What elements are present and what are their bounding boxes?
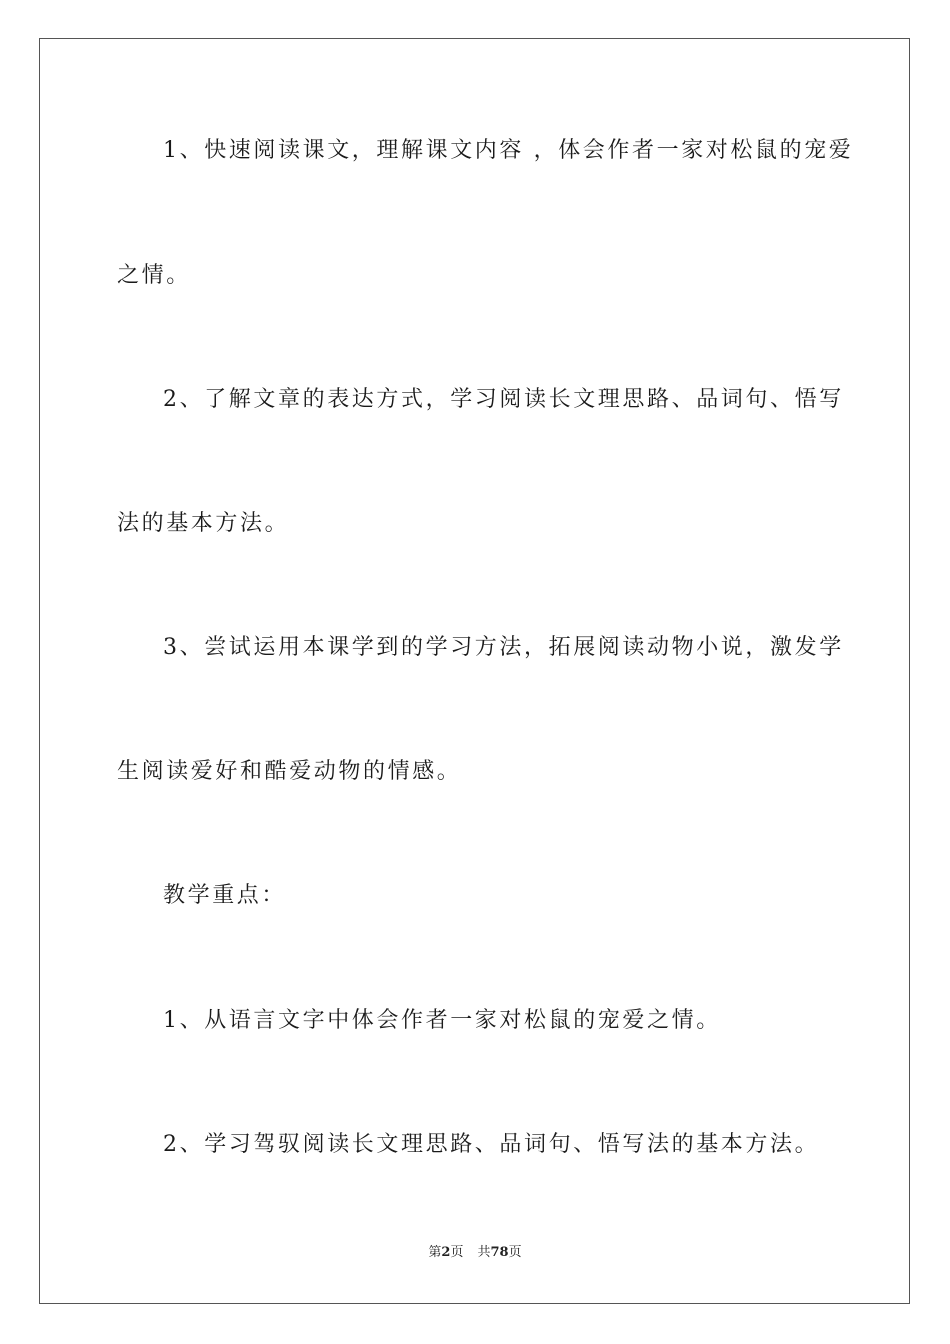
objective-1-line-1: 1、快速阅读课文，理解课文内容 ，体会作者一家对松鼠的宠爱 (163, 138, 854, 163)
page-border (39, 38, 910, 1304)
objective-3-line-2: 生阅读爱好和酷爱动物的情感。 (117, 759, 462, 784)
objective-2-line-1: 2、了解文章的表达方式，学习阅读长文理思路、品词句、悟写 (163, 387, 844, 412)
page-prefix: 第 (428, 1245, 442, 1260)
key-point-2: 2、学习驾驭阅读长文理思路、品词句、悟写法的基本方法。 (163, 1132, 820, 1157)
total-suffix: 页 (508, 1245, 522, 1260)
objective-2-line-2: 法的基本方法。 (117, 511, 290, 536)
key-point-1: 1、从语言文字中体会作者一家对松鼠的宠爱之情。 (163, 1008, 721, 1033)
objective-3-line-1: 3、尝试运用本课学到的学习方法，拓展阅读动物小说，激发学 (163, 635, 844, 660)
page-number: 2 (441, 1245, 451, 1260)
page-footer (0, 1244, 950, 1262)
total-prefix: 共 (477, 1245, 491, 1260)
objective-1-line-2: 之情。 (117, 263, 191, 288)
page-suffix: 页 (450, 1245, 464, 1260)
total-pages: 78 (490, 1245, 509, 1260)
section-heading-key-points: 教学重点： (163, 883, 287, 908)
